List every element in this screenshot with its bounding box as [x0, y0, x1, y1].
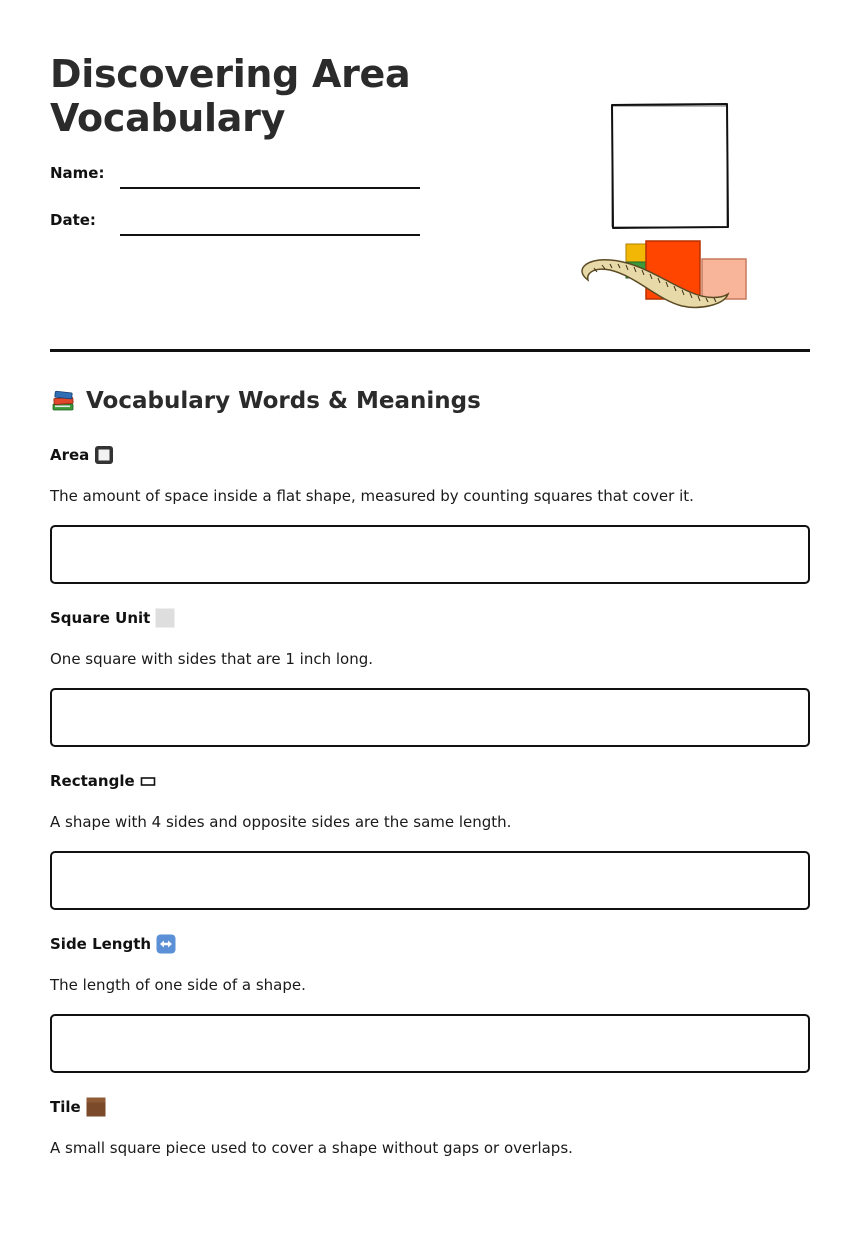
- section-heading: [50, 388, 481, 414]
- answer-box[interactable]: [50, 688, 810, 747]
- vocab-item-rectangle: [50, 766, 810, 929]
- vocab-item-tile: [50, 1092, 810, 1255]
- vocabulary-list: [50, 440, 810, 1255]
- vocab-item-square-unit: [50, 603, 810, 766]
- vocab-term: [50, 770, 156, 792]
- vocab-definition: The amount of space inside a flat shape, measured by counting squares that cover it.: [50, 487, 694, 505]
- vocab-item-area: [50, 440, 810, 603]
- peach-block: [702, 259, 746, 299]
- section-heading-text: Vocabulary Words & Meanings: [86, 388, 481, 414]
- date-line[interactable]: [120, 234, 420, 236]
- vocab-term: [50, 444, 114, 466]
- date-label: Date:: [50, 211, 96, 229]
- gray-square-icon: [155, 608, 175, 628]
- vocab-definition: The length of one side of a shape.: [50, 976, 306, 994]
- vocab-definition: One square with sides that are 1 inch long.: [50, 650, 373, 668]
- rectangle-outline-icon: [140, 775, 156, 787]
- vocab-term-text: Side Length: [50, 935, 152, 953]
- page-title: Discovering Area Vocabulary: [50, 52, 411, 140]
- answer-box[interactable]: [50, 525, 810, 584]
- left-right-arrow-icon: [156, 934, 176, 954]
- answer-box[interactable]: [50, 851, 810, 910]
- vocab-term-text: Tile: [50, 1098, 81, 1116]
- vocab-term-text: Rectangle: [50, 772, 135, 790]
- name-label: Name:: [50, 164, 105, 182]
- vocab-definition: A shape with 4 sides and opposite sides are the same length.: [50, 813, 512, 831]
- square-outline-icon: [94, 445, 114, 465]
- name-line[interactable]: [120, 187, 420, 189]
- vocab-item-side-length: [50, 929, 810, 1092]
- name-field: [50, 164, 420, 188]
- vocab-term: [50, 607, 175, 629]
- vocab-term-text: Square Unit: [50, 609, 151, 627]
- yellow-tile: [626, 244, 648, 262]
- vocab-definition: A small square piece used to cover a shape without gaps or overlaps.: [50, 1139, 573, 1157]
- answer-box[interactable]: [50, 1014, 810, 1073]
- books-icon: [50, 388, 76, 414]
- vocab-term: [50, 933, 176, 955]
- vocab-term: [50, 1096, 106, 1118]
- vocab-term-text: Area: [50, 446, 90, 464]
- brown-square-icon: [86, 1097, 106, 1117]
- header-divider: [50, 349, 810, 352]
- hand-drawn-square: [612, 104, 728, 228]
- date-field: [50, 211, 420, 235]
- measuring-illustration: [570, 100, 755, 315]
